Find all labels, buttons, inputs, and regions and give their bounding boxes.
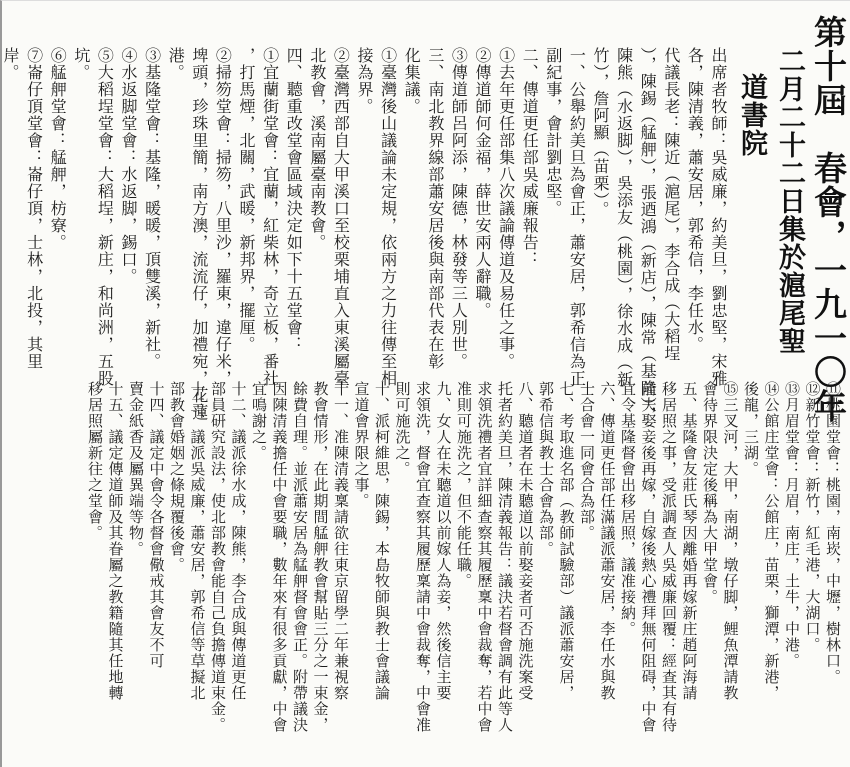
text-column: 埤頭，珍珠里簡，南方澳，流流仔，加禮宛，花蓮 <box>189 47 209 421</box>
text-column: 宜令基隆督會出移居照，議准接納。 <box>619 381 637 637</box>
text-column: 後龍，三湖。 <box>742 381 760 477</box>
text-column: ①宜蘭街堂會：宜蘭，紅柴林，奇立板，番社 <box>260 47 280 387</box>
text-column: 北教會，溪南屬臺南教會。 <box>307 47 327 251</box>
text-column: 十三、議派吳威廉，蕭安居，郭希信等草擬北 <box>188 381 207 701</box>
text-column: 移居照屬新往之堂會。 <box>86 381 104 541</box>
text-column: 賣金紙香及屬異端等物。 <box>127 381 145 557</box>
text-column: 三、南北教界線部蕭安居後與南部代表在彰 <box>425 47 445 370</box>
text-column: 求領洗禮者宜詳細查察其履歷稟中會裁奪，若中會 <box>475 381 494 733</box>
text-column: ②傳道師何金福，薛世安兩人辭職。 <box>473 47 492 319</box>
text-column: 九、女人在未聽道以前嫁人為妾，然後信主要 <box>434 381 453 701</box>
text-column: 則可施洗之。 <box>393 381 412 477</box>
text-column: 求領洗，督會宜查察其履歷稟請中會裁奪，中會准 <box>414 381 432 733</box>
text-column: 教會情形，在此期間艋舺教會幫貼三分之一束金， <box>311 381 330 733</box>
text-column: 十四、議定中會令各督會儆戒其會友不可 <box>147 381 166 669</box>
text-column: ⑥艋舺堂會：艋舺，枋寮。 <box>48 47 68 251</box>
text-column: 四、聽重改堂會區域決定如下十五堂會： <box>284 47 304 353</box>
text-column: 郭希信與教士合會為部。 <box>537 381 555 557</box>
meeting-heading: 第十屆 春會，一九一〇年 <box>809 15 848 423</box>
text-column: 士合會一同會合為部。 <box>578 381 596 541</box>
text-column: ②臺灣西部自大甲溪口至校栗埔直入東溪屬臺 <box>331 47 351 387</box>
text-column: 副紀事，會計劉忠堅。 <box>543 47 563 217</box>
text-column: 各，陳清義，蕭安居，郭希信，李任水。 <box>685 47 705 353</box>
text-column: 托者約美旦，陳清義報告：議決若督會調有此等人 <box>496 381 514 733</box>
text-column: 化集議。 <box>402 47 422 115</box>
text-column: 岸。 <box>1 47 20 81</box>
text-column: 一、公舉約美旦為會正，蕭安居，郭希信為正 <box>567 47 587 387</box>
text-column: 部員研究設法，使北部教會能自己負擔傳道束金。 <box>209 381 227 733</box>
text-column: ②掃笏堂會：掃笏，八里沙，羅東，違仔米， <box>213 47 233 387</box>
text-column: ），陳錫（艋舺），張迺鴻（新店），陳常（基隆）， <box>638 47 658 423</box>
text-column: ①臺灣後山議論未定規，依兩方之力往傳至相 <box>378 47 398 387</box>
text-column: 前夫娶妾後再嫁，自嫁後熱心禮拜無何阻碍，中會 <box>639 381 658 733</box>
text-column: 十一、准陳清義稟請欲往東京留學二年兼視察 <box>332 381 350 701</box>
text-column: 代議長老：陳近（滬尾），李合成（大稻埕 <box>661 47 681 362</box>
text-column: 坑。 <box>71 47 91 81</box>
text-column: 部教會婚姻之條規覆後會。 <box>168 381 186 573</box>
text-column: ⑫新竹堂會：新竹，紅毛港，大湖口。 <box>803 381 822 653</box>
text-column: ③傳道師呂阿添，陳德，林發等三人別世。 <box>449 47 469 370</box>
text-column: 十、派柯維思，陳錫，本島牧師與教士會議論 <box>373 381 391 701</box>
text-column: 准則可施洗之，但不能任職。 <box>455 381 473 589</box>
text-column: 六、傳道更任部任滿議派蕭安居，李任水與教 <box>598 381 617 701</box>
text-column: 出席者牧師：吳威廉，約美旦，劉忠堅，宋雅 <box>709 47 728 387</box>
text-column: 餘費自理。並派蕭安居為艋舺督會會正。附帶議決 <box>291 381 309 733</box>
text-column: 港。 <box>166 47 186 81</box>
text-column: 七、考取進名部（教師試驗部）議派蕭安居， <box>557 381 576 701</box>
text-column: ⑤大稻埕堂會：大稻埕，新庄，和尚洲，五股 <box>95 47 115 387</box>
text-column: ，打馬煙，北關，武暖，新邦界，擺厘。 <box>237 47 256 353</box>
text-column: ⑭公館庄堂會：公館庄，苗栗，獅潭，新港， <box>762 381 781 701</box>
text-column: ③基隆堂會：基隆，暖暖，頂雙溪，新社。 <box>142 47 162 370</box>
text-column: 二、傳道更任部吳威廉報告： <box>520 47 540 268</box>
text-column: 八、聽道者在未聽道以前娶妾者可否施洗案受 <box>516 381 535 701</box>
text-column: ⑮三叉河，大甲，南湖，墩仔脚，鯉魚潭請教 <box>721 381 740 701</box>
text-column: ⑦崙仔頂堂會：崙仔頂，士林，北投，其里 <box>24 47 44 370</box>
meeting-subheading: 二月二十二日集於滬尾聖 <box>774 47 805 355</box>
text-column: 宣道會界限之事。 <box>352 381 371 509</box>
text-column: 宜鳴謝之。 <box>250 381 268 461</box>
text-column: ①去年更任部集八次議論傳道及易任之事。 <box>496 47 516 370</box>
text-column: 竹），詹阿顯（苗栗）。 <box>591 47 610 218</box>
text-column: 十五、議定傳道師及其眷屬之教籍隨其任地轉 <box>106 381 125 701</box>
text-column: 十二、議派徐水成，陳熊，李合成與傳道更任 <box>229 381 248 701</box>
text-column: ④水返脚堂會：水返脚，錫口。 <box>119 47 138 285</box>
text-column: ⑬月眉堂會：月眉，南庄，土牛，中港。 <box>783 381 801 669</box>
text-column: ⑪桃園堂會：桃園，南崁，中壢，樹林口。 <box>824 381 842 685</box>
text-column: 移居照之事，受派調查人吳威廉回覆：經查其有待 <box>660 381 678 733</box>
text-column: 陳熊（水返脚），吳添友（桃園），徐水成（新 <box>614 47 634 388</box>
text-column: 接為界。 <box>355 47 374 115</box>
meeting-subheading-2: 道書院 <box>736 73 767 157</box>
text-column: 會待界限決定後稱為大甲堂會。 <box>701 381 719 605</box>
text-column: 五、基隆會友莊氏琴因離婚再嫁新庄趙阿海請 <box>680 381 699 701</box>
text-column: 因陳清義擔任中會要職，數年來有很多貢獻，中會 <box>270 381 289 733</box>
